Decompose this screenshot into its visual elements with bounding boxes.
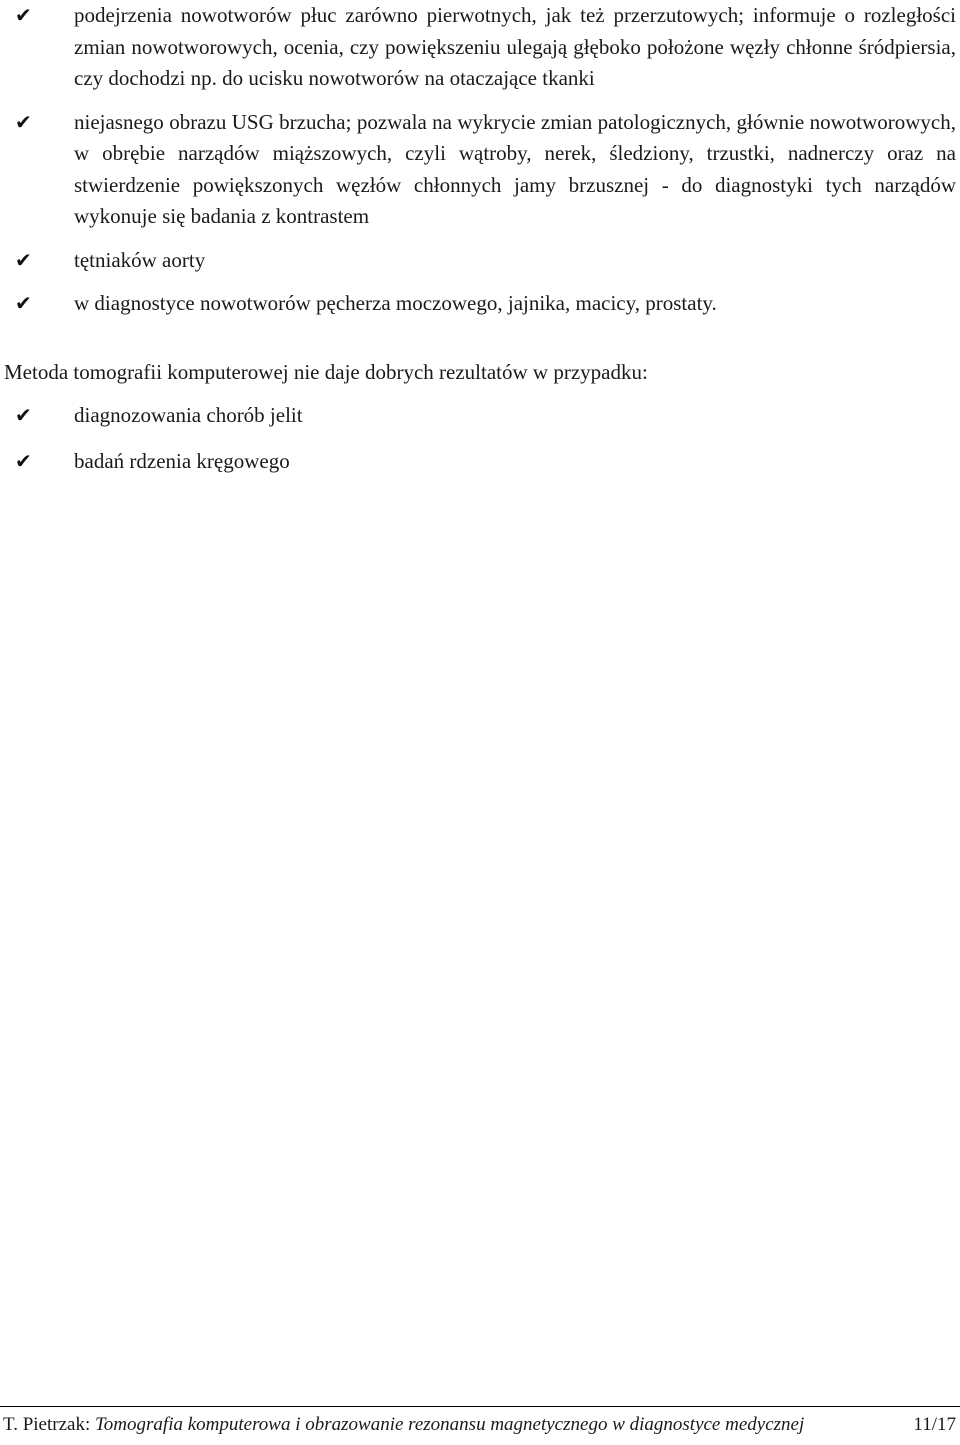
list-item-text: w diagnostyce nowotworów pęcherza moczowego, jajnika, macicy, prostaty. [74,291,717,315]
check-mark-icon: ✔ [15,291,32,315]
list-item-text: diagnozowania chorób jelit [74,403,303,427]
footer-citation [3,1407,804,1443]
bullet-list [0,0,960,320]
check-mark-icon: ✔ [15,109,32,134]
check-mark-icon: ✔ [15,403,32,427]
check-mark-icon: ✔ [15,448,32,473]
list-item-text: niejasnego obrazu USG brzucha; pozwala na wykrycie zmian patologicznych, głównie nowotworowych, w obrębie narządów miąższowych, czyli wątroby, nerek, śledziony, trzustki, nadnerczy oraz na stwierdzenie powiększonych węzłów chłonnych jamy brzusznej - do diagnostyki tych narządów wykonuje się badania z kontrastem [74,109,956,228]
list-item-text: podejrzenia nowotworów płuc zarówno pierwotnych, jak też przerzutowych; informuje o rozległości zmian nowotworowych, ocenia, czy powiększeniu ulegają głęboko położone węzły chłonne śródpiersia, czy dochodzi np. do ucisku nowotworów na otaczające tkanki [74,3,956,90]
footer-author: T. Pietrzak: [3,1414,95,1435]
list-item [0,107,960,233]
check-mark-icon: ✔ [15,3,32,27]
bullet-list [0,400,960,477]
list-item-text: tętniaków aorty [74,247,206,272]
list-item [0,0,960,95]
list-item [0,245,960,277]
list-item [0,446,960,478]
limitation-paragraph: Metoda tomografii komputerowej nie daje dobrych rezultatów w przypadku: [4,360,648,384]
check-mark-icon: ✔ [15,247,32,272]
list-item [0,400,960,432]
footer-title: Tomografia komputerowa i obrazowanie rezonansu magnetycznego w diagnostyce medycznej [94,1414,805,1435]
page-footer [0,1406,960,1445]
list-item-text: badań rdzenia kręgowego [74,448,290,473]
list-item [0,288,960,320]
limitation-list [0,400,960,477]
indication-list [0,0,960,320]
page-number: 11/17 [913,1414,956,1435]
